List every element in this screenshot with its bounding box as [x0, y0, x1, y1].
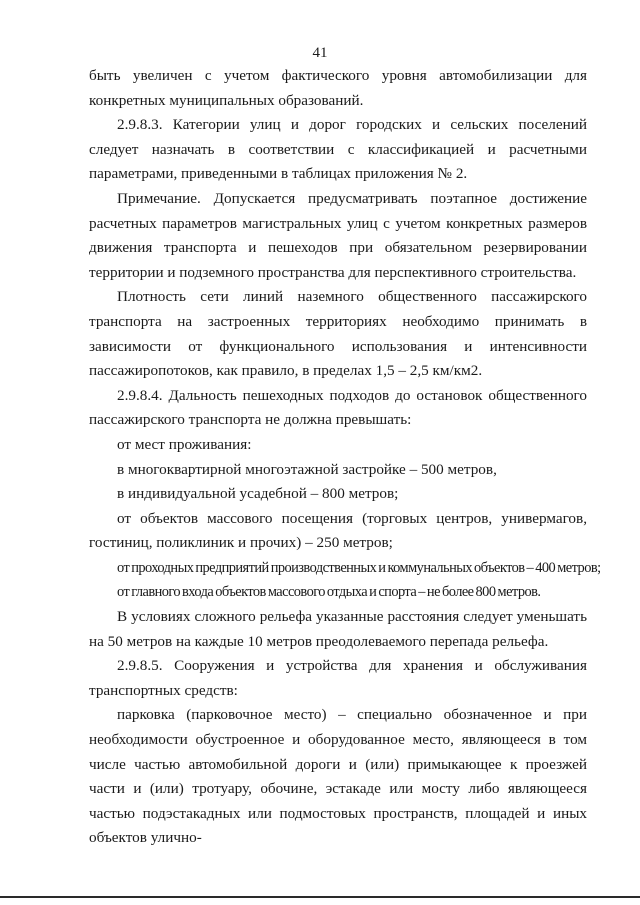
list-item-individual-houses: в индивидуальной усадебной – 800 метров;: [117, 485, 399, 503]
page-number: 41: [312, 45, 328, 61]
list-item-mass-visit-objects: от объектов массового посещения (торговых центров, универмагов, гостиниц, поликлиник и прочих) – 250 метров;: [89, 509, 587, 552]
list-item-from-residences: от мест проживания:: [117, 435, 252, 453]
paragraph-network-density: Плотность сети линий наземного общественного пассажирского транспорта на застроенных территориях необходимо принимать в зависимости от функционального использования и интенсивности пассажиропотоков, как правило, в пределах 1,5 – 2,5 км/км2.: [89, 288, 587, 380]
paragraph-parking-definition: парковка (парковочное место) – специально обозначенное и при необходимости обустроенное и оборудованное место, являющееся в том числе частью автомобильной дороги и (или) примыкающее к проезжей части и (или) тротуару, обочине, эстакаде или мосту либо являющееся частью подэстакадных или подмостовых пространств, площадей и иных объектов улично-: [89, 706, 587, 847]
list-item-recreation-entrance: от главного входа объектов массового отдыха и спорта – не более 800 метров.: [117, 584, 541, 601]
paragraph-note: Примечание. Допускается предусматривать поэтапное достижение расчетных параметров магистральных улиц с учетом конкретных размеров движения транспорта и пешеходов при обязательном резервировании территории и подземного пространства для перспективного строительства.: [89, 189, 587, 281]
bottom-rule: [0, 896, 640, 898]
paragraph-2-9-8-3: 2.9.8.3. Категории улиц и дорог городских и сельских поселений следует назначать в соответствии с классификацией и расчетными параметрами, приведенными в таблицах приложения № 2.: [89, 116, 587, 183]
document-body: [89, 64, 601, 851]
paragraph-2-9-8-4: 2.9.8.4. Дальность пешеходных подходов до остановок общественного пассажирского транспорта не должна превышать:: [89, 386, 587, 429]
paragraph-continuation: быть увеличен с учетом фактического уровня автомобилизации для конкретных муниципальных образований.: [89, 67, 587, 109]
paragraph-terrain-adjustment: В условиях сложного рельефа указанные расстояния следует уменьшать на 50 метров на каждые 10 метров преодолеваемого перепада рельефа.: [89, 608, 587, 650]
list-item-apartment-buildings: в многоквартирной многоэтажной застройке – 500 метров,: [117, 460, 497, 478]
list-item-enterprise-gates: от проходных предприятий производственных и коммунальных объектов – 400 метров;: [117, 559, 601, 576]
paragraph-2-9-8-5: 2.9.8.5. Сооружения и устройства для хранения и обслуживания транспортных средств:: [89, 657, 587, 699]
